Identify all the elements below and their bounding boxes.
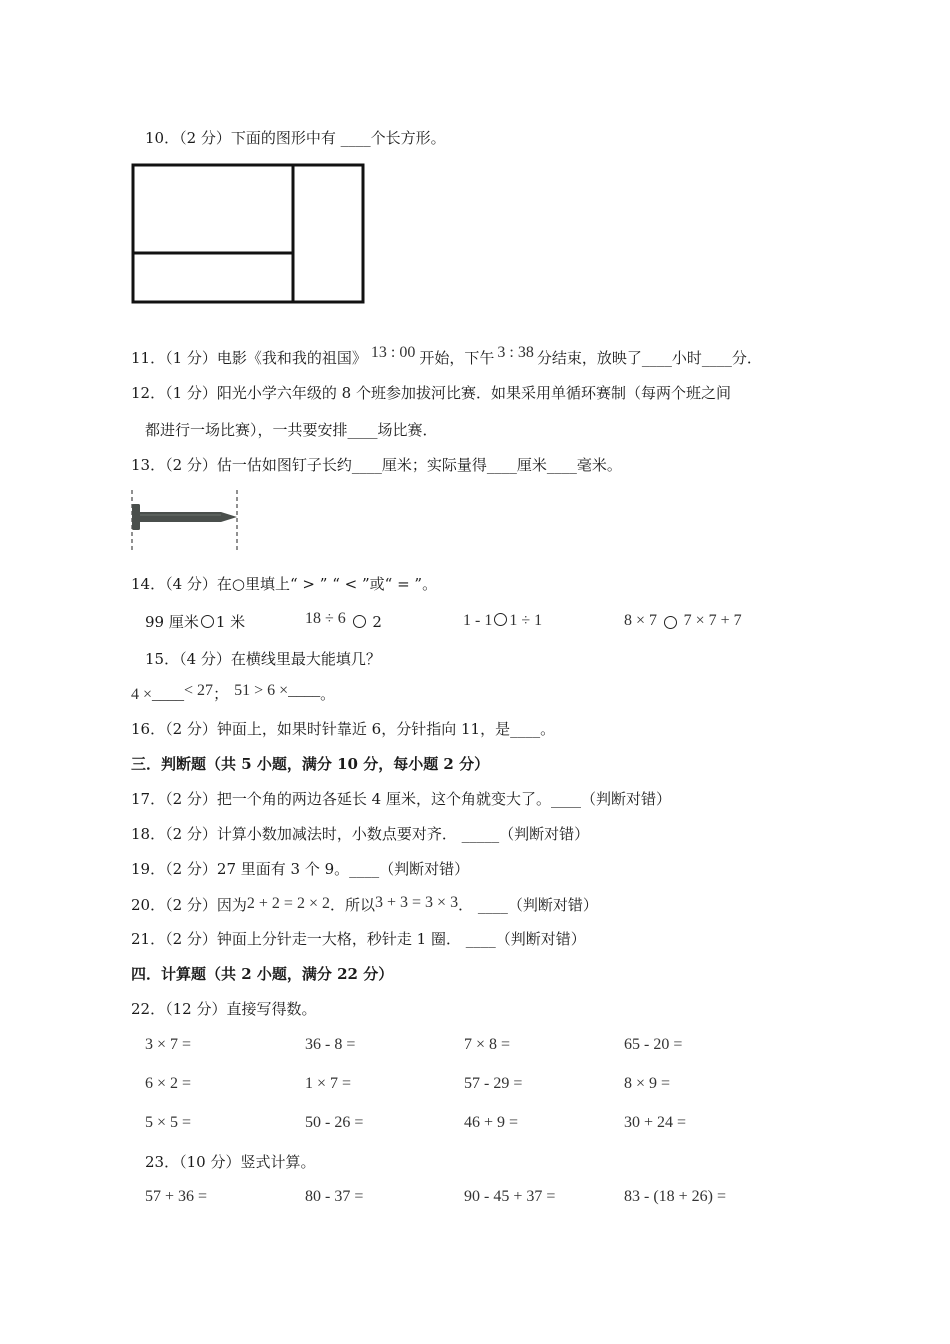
q14-item-4-right: 7 × 7 + 7 (683, 612, 742, 629)
calc-item: 57 - 29 = (464, 1075, 523, 1092)
calc-item: 30 + 24 = (624, 1114, 687, 1131)
q18-text: 18．（2 分）计算小数加减法时，小数点要对齐． _____（判断对错） (131, 825, 590, 843)
q21-text: 21．（2 分）钟面上分针走一大格，秒针走 1 圈． ____（判断对错） (131, 930, 586, 948)
q14-item-2-right: 2 (372, 613, 382, 631)
calc-item: 3 × 7 = (145, 1036, 192, 1053)
q12-line2: 都进行一场比赛），一共要安排____场比赛． (145, 421, 438, 439)
q14-item-4 (624, 610, 742, 631)
q15-sep: ； (213, 685, 229, 703)
q14-item-2-left: 18 ÷ 6 (305, 610, 346, 627)
q14-item-1 (145, 612, 245, 632)
calc-item: 5 × 5 = (145, 1114, 192, 1131)
q20-mid: ．所以 (329, 896, 375, 914)
q11-pre: 11．（1 分）电影《我和我的祖国》 (131, 349, 367, 367)
q19-text: 19．（2 分）27 里面有 3 个 9。____（判断对错） (131, 860, 470, 878)
compare-circle[interactable] (664, 616, 677, 629)
calc-item: 65 - 20 = (624, 1036, 683, 1053)
q14-text: 14．（4 分）在○里填上“ > ” “ < ”或“ = ”。 (131, 575, 438, 593)
q11-start-time: 13 : 00 (370, 344, 416, 361)
nail-image (125, 488, 245, 552)
q11-mid: 开始，下午 (419, 349, 495, 367)
calc-item: 46 + 9 = (464, 1114, 519, 1131)
q13-text: 13．（2 分）估一估如图钉子长约____厘米；实际量得____厘米____毫米。 (131, 456, 622, 474)
vertical-calc-item: 57 + 36 = (145, 1188, 208, 1205)
calc-item: 1 × 7 = (305, 1075, 352, 1092)
q14-item-2 (305, 612, 382, 633)
compare-circle[interactable] (201, 615, 214, 628)
q11 (131, 344, 762, 369)
calc-item: 36 - 8 = (305, 1036, 356, 1053)
q23-text: 23．（10 分）竖式计算。 (145, 1153, 316, 1171)
compare-circle[interactable] (353, 615, 366, 628)
calc-item: 7 × 8 = (464, 1036, 511, 1053)
q14-item-1-left: 99 厘米 (145, 613, 199, 631)
q11-post: 分结束，放映了____小时____分． (536, 349, 762, 367)
q15-expr2: 51 > 6 ×____ (234, 682, 321, 699)
rectangle-figure (128, 160, 368, 310)
q10-text: 10．（2 分）下面的图形中有 ____个长方形。 (145, 129, 446, 147)
q15-text: 15．（4 分）在横线里最大能填几？ (145, 650, 381, 668)
q20-expr1: 2 + 2 = 2 × 2 (246, 895, 330, 912)
q14-item-3-right: 1 ÷ 1 (509, 612, 543, 629)
q14-item-3-left: 1 - 1 (463, 612, 493, 629)
q15-exprs (131, 684, 335, 705)
q15-expr1-b: < 27 (184, 682, 214, 699)
q22-text: 22．（12 分）直接写得数。 (131, 1000, 317, 1018)
q11-end-time: 3 : 38 (497, 344, 534, 361)
q20-expr2: 3 + 3 = 3 × 3 (375, 894, 459, 911)
section4-title: 四．计算题（共 2 小题，满分 22 分） (131, 965, 394, 983)
calc-item: 50 - 26 = (305, 1114, 364, 1131)
q17-text: 17．（2 分）把一个角的两边各延长 4 厘米，这个角就变大了。____（判断对错） (131, 790, 671, 808)
q20-pre: 20．（2 分）因为 (131, 896, 247, 914)
compare-circle[interactable] (494, 613, 507, 626)
q12-line1: 12．（1 分）阳光小学六年级的 8 个班参加拔河比赛．如果采用单循环赛制（每两个班之间 (131, 384, 731, 402)
calc-item: 8 × 9 = (624, 1075, 671, 1092)
vertical-calc-item: 90 - 45 + 37 = (464, 1188, 556, 1205)
calc-item: 6 × 2 = (145, 1075, 192, 1092)
q14-item-3 (463, 610, 542, 631)
vertical-calc-item: 80 - 37 = (305, 1188, 364, 1205)
q15-end: 。 (320, 685, 336, 703)
q20 (131, 895, 598, 916)
vertical-calc-item: 83 - (18 + 26) = (624, 1188, 727, 1205)
q16-text: 16．（2 分）钟面上，如果时针靠近 6，分针指向 11，是____。 (131, 720, 556, 738)
q20-post: ． ____（判断对错） (458, 896, 598, 914)
q14-item-1-right: 1 米 (215, 613, 246, 631)
outer-rectangle (133, 165, 363, 302)
q15-expr1-a: 4 ×____ (131, 686, 185, 703)
q14-item-4-left: 8 × 7 (624, 612, 658, 629)
section3-title: 三．判断题（共 5 小题，满分 10 分，每小题 2 分） (131, 755, 490, 773)
